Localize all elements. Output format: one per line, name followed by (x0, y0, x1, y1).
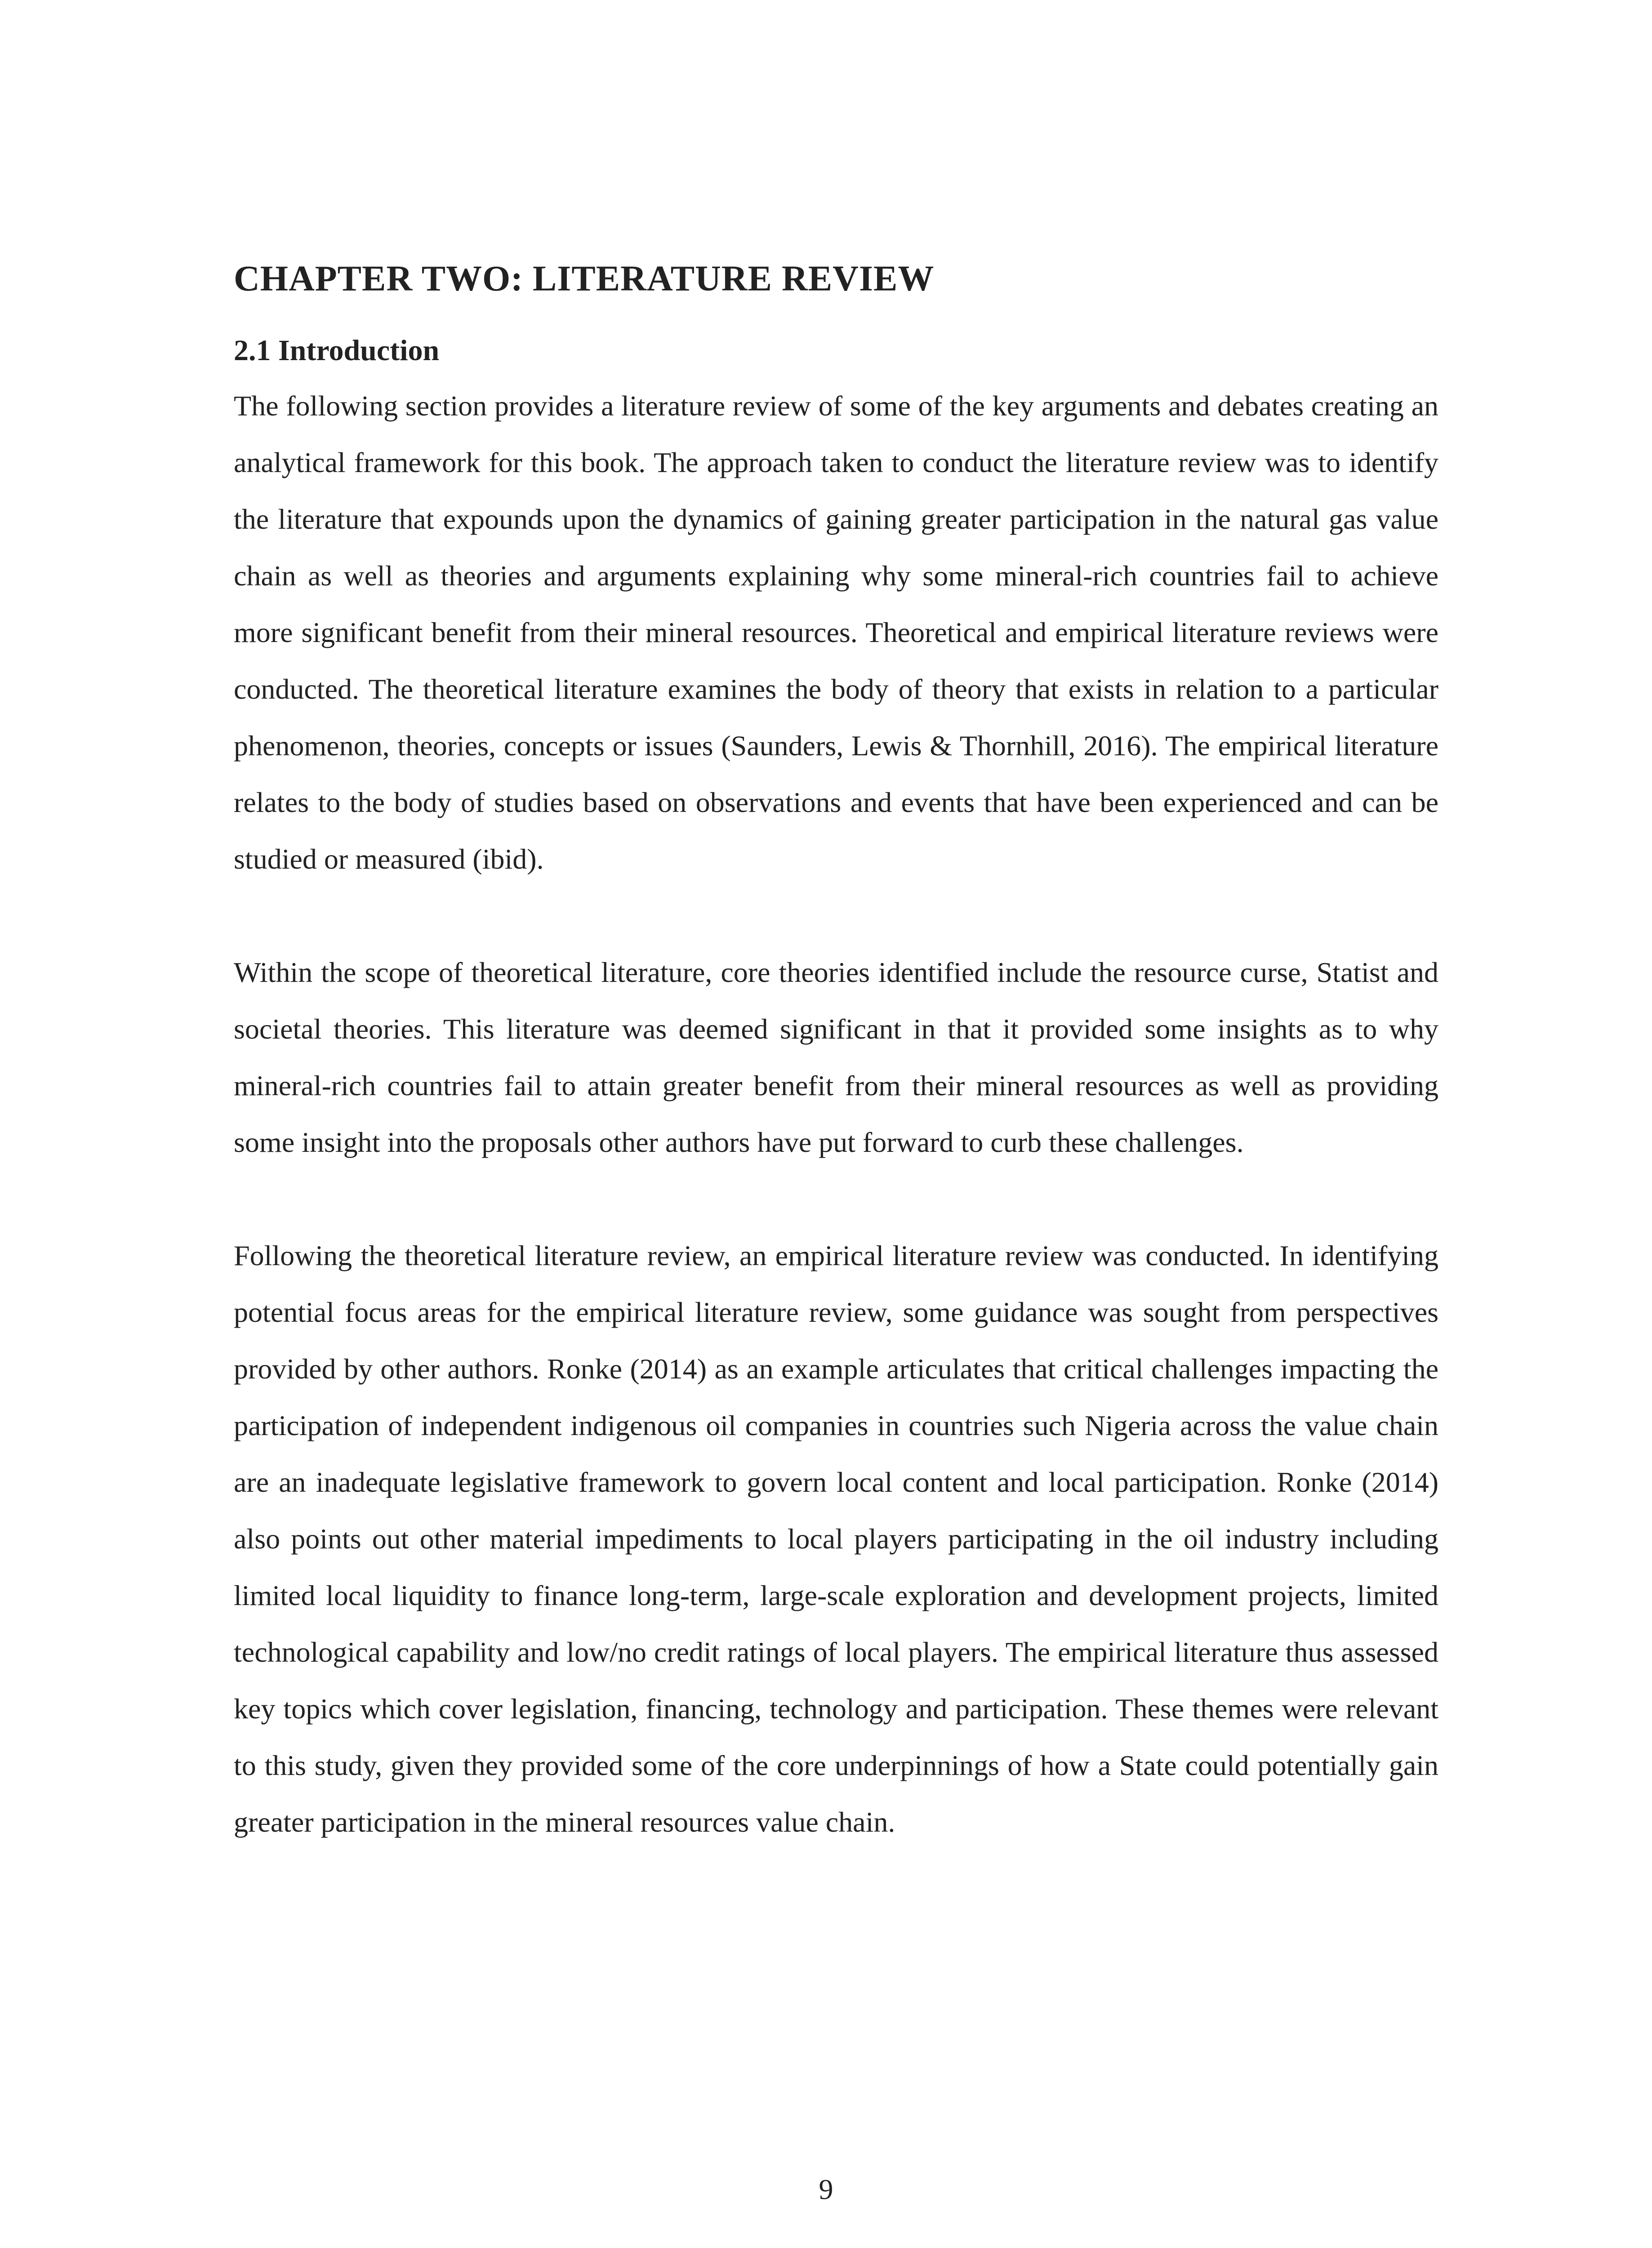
page-number: 9 (819, 2173, 833, 2205)
chapter-title: CHAPTER TWO: LITERATURE REVIEW (234, 259, 935, 299)
paragraph-theoretical-literature: Within the scope of theoretical literature, core theories identified include the resource curse, Statist and societal theories. This literature was deemed significant in that it provided some insights as to why mineral-rich countries fail to attain greater benefit from their mineral resources as well as providing some insight into the proposals other authors have put forward to curb these challenges. (234, 956, 1438, 1158)
page-content (234, 252, 1438, 1851)
paragraph-introduction: The following section provides a literature review of some of the key arguments and debates creating an analytical framework for this book. The approach taken to conduct the literature review was to identify the literature that expounds upon the dynamics of gaining greater participation in the natural gas value chain as well as theories and arguments explaining why some mineral-rich countries fail to achieve more significant benefit from their mineral resources. Theoretical and empirical literature reviews were conducted. The theoretical literature examines the body of theory that exists in relation to a particular phenomenon, theories, concepts or issues (Saunders, Lewis & Thornhill, 2016). The empirical literature relates to the body of studies based on observations and events that have been experienced and can be studied or measured (ibid). (234, 390, 1438, 875)
paragraph-empirical-literature: Following the theoretical literature review, an empirical literature review was conducted. In identifying potential focus areas for the empirical literature review, some guidance was sought from perspectives provided by other authors. Ronke (2014) as an example articulates that critical challenges impacting the participation of independent indigenous oil companies in countries such Nigeria across the value chain are an inadequate legislative framework to govern local content and local participation. Ronke (2014) also points out other material impediments to local players participating in the oil industry including limited local liquidity to finance long-term, large-scale exploration and development projects, limited technological capability and low/no credit ratings of local players. The empirical literature thus assessed key topics which cover legislation, financing, technology and participation. These themes were relevant to this study, given they provided some of the core underpinnings of how a State could potentially gain greater participation in the mineral resources value chain. (234, 1240, 1438, 1838)
section-heading: 2.1 Introduction (234, 334, 440, 367)
